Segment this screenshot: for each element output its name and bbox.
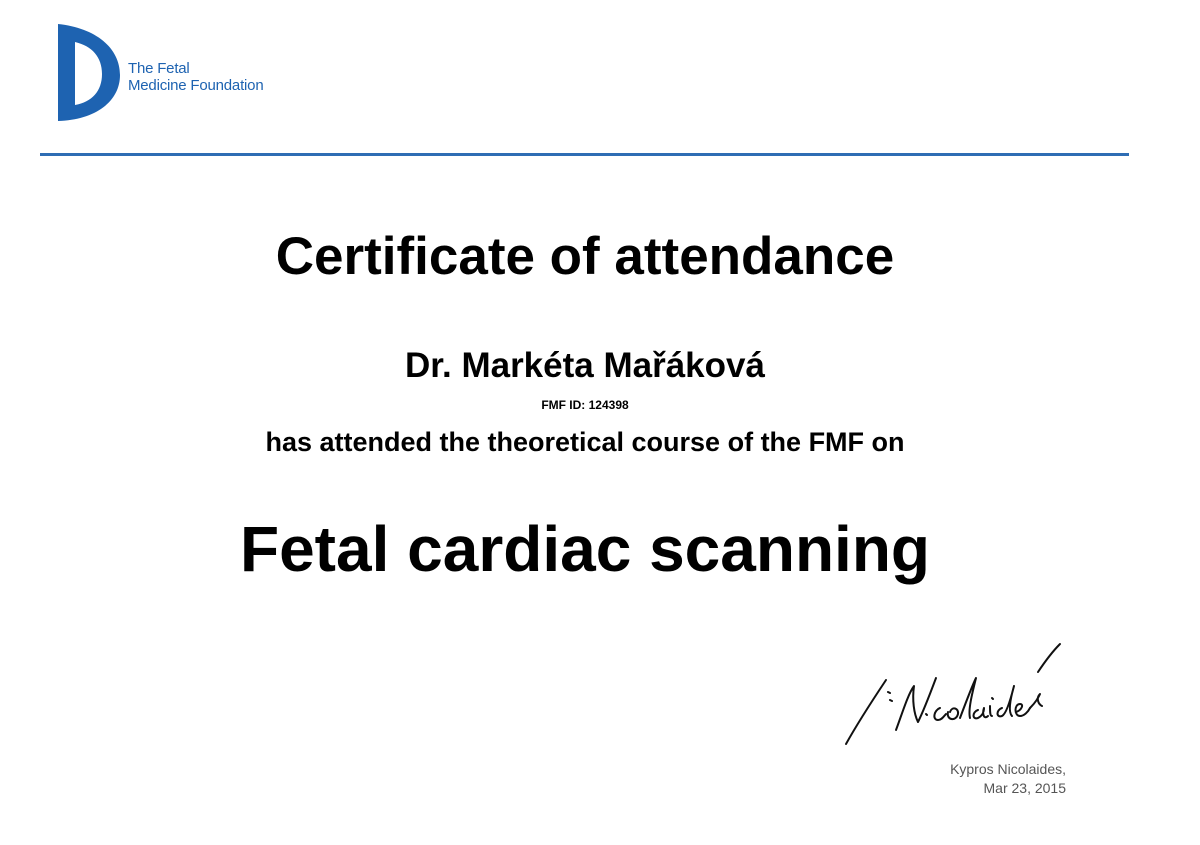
certificate-title: Certificate of attendance (275, 227, 895, 286)
recipient-name: Dr. Markéta Mařáková (405, 346, 765, 385)
signer-block (950, 760, 1066, 798)
header-divider (40, 153, 1129, 156)
fmf-logo (58, 24, 298, 124)
attendance-statement: has attended the theoretical course of the FMF on (265, 427, 905, 457)
course-name: Fetal cardiac scanning (239, 513, 931, 585)
handwritten-signature (842, 642, 1067, 752)
logo-line-1: The Fetal (128, 60, 190, 77)
signature-date: Mar 23, 2015 (983, 780, 1066, 796)
logo-wordmark (128, 60, 263, 94)
fmf-id: FMF ID: 124398 (541, 398, 629, 412)
logo-line-2: Medicine Foundation (128, 77, 264, 94)
signer-name: Kypros Nicolaides, (950, 761, 1066, 777)
fmf-logo-icon (58, 24, 120, 121)
